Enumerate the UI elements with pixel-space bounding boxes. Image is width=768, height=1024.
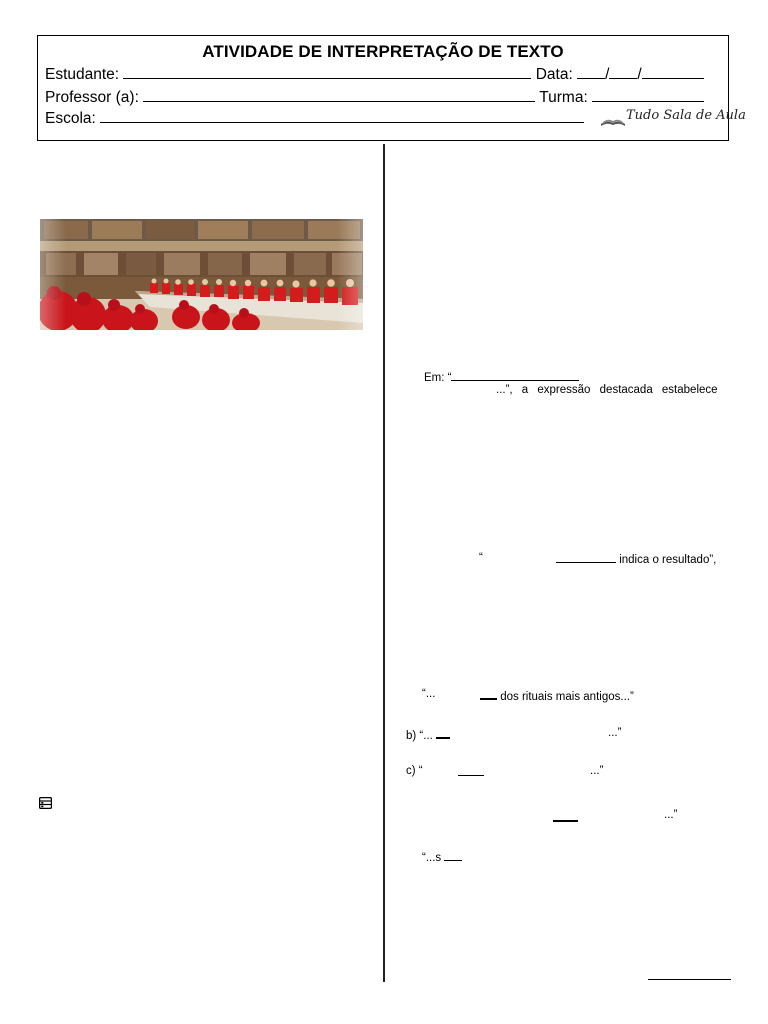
date-year-field[interactable] — [642, 65, 704, 79]
date-day-field[interactable] — [577, 65, 605, 79]
option-b-blank — [436, 727, 450, 739]
option-b-prefix: b) “... — [406, 730, 433, 742]
teacher-field[interactable] — [143, 88, 535, 102]
option-e-prefix: “...s — [422, 852, 442, 864]
book-icon — [600, 110, 626, 128]
date-separator: / — [637, 66, 642, 83]
question-result-line — [556, 552, 716, 566]
option-a-line — [480, 688, 634, 703]
option-a-blank — [480, 688, 497, 700]
header-box — [37, 35, 746, 141]
option-b-line — [406, 727, 450, 742]
option-e-line — [422, 850, 462, 864]
date-separator: / — [605, 66, 610, 83]
question-em-continuation: ...”, a expressão destacada estabelece — [496, 384, 718, 396]
cardinals-photo-illustration — [40, 219, 363, 330]
question-result-text: indica o resultado”, — [619, 554, 717, 566]
cardinals-photo — [40, 219, 363, 330]
student-line — [45, 65, 704, 84]
option-c-blank-wrap — [458, 765, 484, 779]
option-c-prefix: c) “ — [406, 765, 423, 777]
logo — [600, 106, 746, 128]
question-em-prefix: Em: “ — [424, 372, 452, 384]
school-line — [45, 109, 584, 128]
option-c-suffix: ...” — [590, 765, 604, 777]
question-result-blank — [556, 552, 616, 563]
column-divider — [383, 144, 385, 982]
option-d-suffix: ...” — [664, 809, 678, 821]
logo-text: Tudo Sala de Aula — [626, 108, 746, 123]
student-label: Estudante: — [45, 66, 120, 83]
school-field[interactable] — [100, 109, 584, 123]
question-em-blank — [451, 370, 579, 381]
teacher-line — [45, 88, 704, 107]
signature-line — [648, 979, 731, 980]
list-icon — [39, 797, 52, 809]
option-a-text: dos rituais mais antigos...” — [500, 691, 634, 703]
page-title: ATIVIDADE DE INTERPRETAÇÃO DE TEXTO — [202, 42, 564, 61]
option-a-open: “... — [422, 688, 436, 700]
class-label: Turma: — [539, 89, 588, 106]
school-label: Escola: — [45, 110, 96, 127]
student-field[interactable] — [123, 65, 531, 79]
option-b-suffix: ...” — [608, 727, 622, 739]
option-c-blank — [458, 765, 484, 776]
teacher-label: Professor (a): — [45, 89, 139, 106]
class-field[interactable] — [592, 88, 704, 102]
date-label: Data: — [535, 66, 573, 83]
question-em-line — [424, 370, 579, 384]
question-result-open: “ — [479, 552, 483, 564]
date-month-field[interactable] — [609, 65, 637, 79]
option-e-blank — [444, 850, 462, 861]
option-d-blank-wrap — [553, 810, 578, 825]
option-d-blank — [553, 810, 578, 822]
